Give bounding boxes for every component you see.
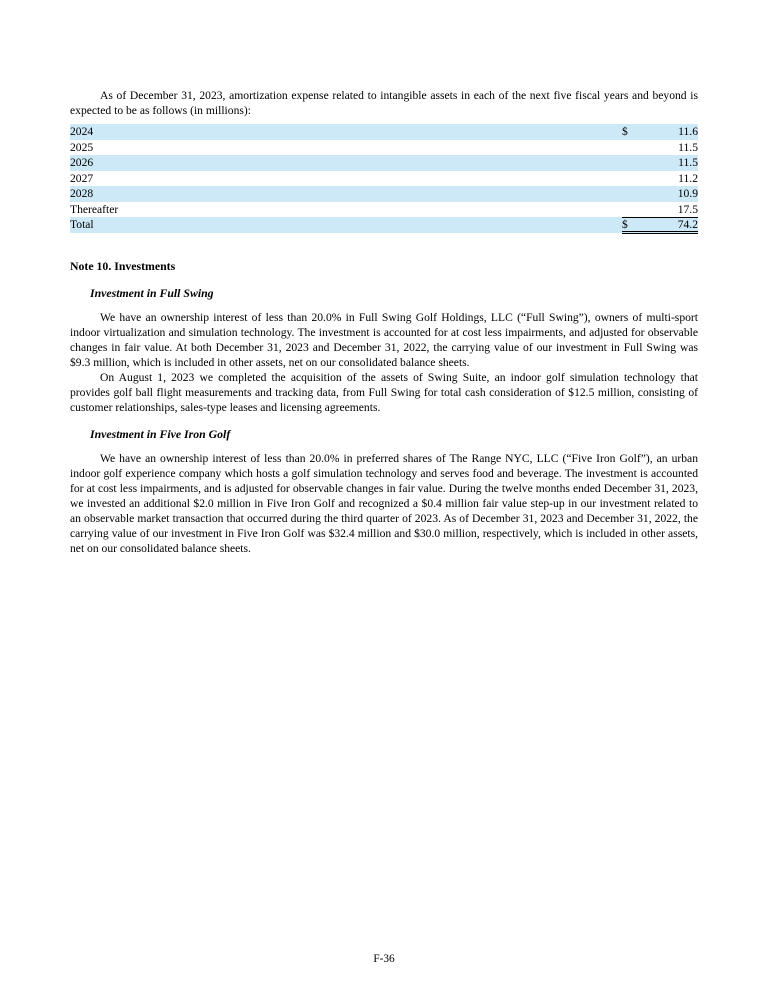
row-label: Total [70, 218, 94, 232]
intro-paragraph: As of December 31, 2023, amortization expense related to intangible assets in each of the next five fiscal years and beyond is expected to be as follows (in millions): [70, 89, 698, 117]
row-label: Thereafter [70, 202, 119, 216]
row-currency [622, 140, 644, 156]
table-row-thereafter [70, 202, 698, 218]
row-value: 74.2 [644, 217, 698, 233]
full-swing-paragraph-1: We have an ownership interest of less than 20.0% in Full Swing Golf Holdings, LLC (“Full Swing”), owners of multi-sport indoor virtualization and simulation technology. The investment is accounted for at cost less impairments, and adjusted for observable changes in fair value. At both December 31, 2023 and December 31, 2022, the carrying value of our investment in Full Swing was $9.3 million, which is included in other assets, net on our consolidated balance sheets. [70, 311, 698, 369]
table-row [70, 155, 698, 171]
table-row [70, 171, 698, 187]
note-heading: Note 10. Investments [70, 259, 176, 273]
full-swing-paragraph-2: On August 1, 2023 we completed the acquisition of the assets of Swing Suite, an indoor golf simulation technology that provides golf ball flight measurements and tracking data, from Full Swing for total cash consideration of $12.5 million, consisting of customer relationships, sales-type leases and licensing agreements. [70, 371, 698, 414]
subheading-five-iron-golf: Investment in Five Iron Golf [90, 427, 231, 441]
subheading-full-swing: Investment in Full Swing [90, 286, 214, 300]
page-number: F-36 [373, 953, 395, 965]
page-content [70, 88, 698, 556]
table-row [70, 124, 698, 140]
table-row [70, 140, 698, 156]
row-currency: $ [622, 125, 628, 139]
row-value: 10.9 [677, 187, 698, 201]
row-value: 11.5 [678, 140, 698, 154]
row-value: 11.6 [678, 125, 698, 139]
row-label: 2025 [70, 140, 94, 154]
table-row-total [70, 217, 698, 233]
row-currency: $ [622, 217, 644, 233]
table-row [70, 186, 698, 202]
amortization-table [70, 124, 698, 234]
row-value: 11.2 [678, 171, 698, 185]
row-label: 2026 [70, 156, 94, 170]
row-currency [622, 171, 644, 187]
five-iron-paragraph: We have an ownership interest of less than 20.0% in preferred shares of The Range NYC, LLC (“Five Iron Golf”), an urban indoor golf experience company which hosts a golf simulation technology and serves food and beverage. The investment is accounted for at cost less impairments, and is adjusted for observable changes in fair value. During the twelve months ended December 31, 2023, we invested an additional $2.0 million in Five Iron Golf and recognized a $0.4 million fair value step-up in our investment related to an observable market transaction that occurred during the third quarter of 2023. As of December 31, 2023 and December 31, 2022, the carrying value of our investment in Five Iron Golf was $32.4 million and $30.0 million, respectively, which is included in other assets, net on our consolidated balance sheets. [70, 452, 698, 555]
row-value: 11.5 [678, 156, 698, 170]
row-currency [622, 155, 644, 171]
row-label: 2027 [70, 171, 94, 185]
row-label: 2024 [70, 125, 94, 139]
row-value: 17.5 [644, 202, 698, 218]
row-currency [622, 202, 644, 218]
row-currency [622, 186, 644, 202]
row-label: 2028 [70, 187, 94, 201]
